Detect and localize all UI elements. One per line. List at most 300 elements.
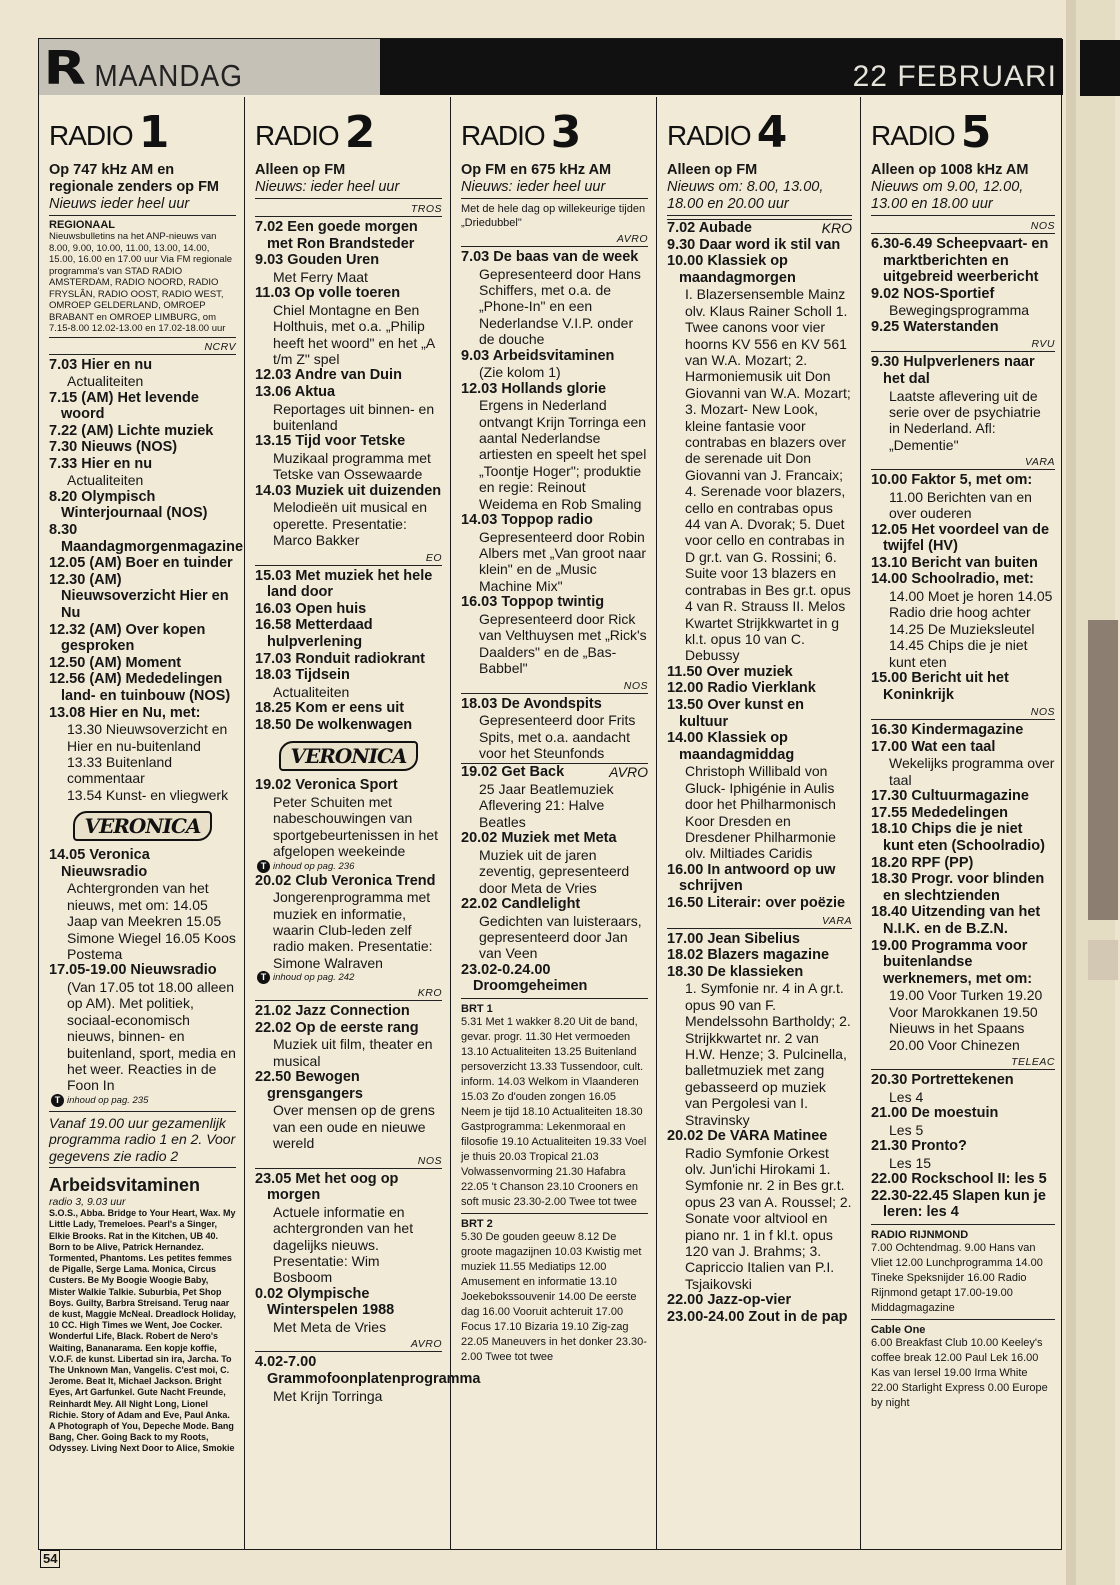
program-description: 13.54 Kunst- en vliegwerk <box>67 786 229 803</box>
program-description: I. Blazersensemble Mainz olv. Klaus Rainer Scholl 1. Twee canons voor vier hoorns KV 556 en KV 561 van W.A. Mozart; 2. Harmoniemusik uit Don Giovanni van W.A. Mozart; 3. Mozart- New Look, kleine fantasie voor contrabas en blazers over de serenade uit Don Giovanni van J. Francaix; 4. Serenade voor blazers, cello en contrabas opus 44 van A. Dvorak; 5. Duet voor cello en contrabas in D gr.t. van G. Rossini; 6. Suite voor 13 blazers en contrabas in Bes gr.t. opus 4 van R. Strauss II. Melos Kwartet Strijkkwartet in g kl.t. opus 10 van C. Debussy <box>685 286 851 664</box>
arbeidsvitaminen-subtitle: radio 3, 9.03 uur <box>49 1196 126 1209</box>
broadcaster-label: KRO <box>821 220 852 236</box>
tv-guide-page <box>38 38 1062 1550</box>
program-entry <box>871 1138 1055 1155</box>
program-title: 16.00 In antwoord op uw schrijven <box>667 861 836 895</box>
program-title: 17.00 Wat een taal <box>871 738 996 755</box>
program-entry <box>255 873 442 890</box>
program-entry <box>667 730 852 763</box>
program-title: 11.03 Op volle toeren <box>255 285 401 302</box>
program-entry <box>667 1128 852 1145</box>
edge-photo <box>1088 620 1118 920</box>
program-description: Chiel Montagne en Ben Holthuis, met o.a. „Philip heeft het woord" en het „A t/m Z" spel <box>273 301 435 367</box>
program-title: 17.03 Ronduit radiokrant <box>255 650 426 667</box>
radio-number: 2 <box>344 107 375 158</box>
program-entry <box>49 622 236 655</box>
program-title: 22.00 Jazz-op-vier <box>667 1292 792 1309</box>
program-entry <box>255 219 442 252</box>
radio-heading <box>255 107 442 158</box>
program-title: 7.03 De baas van de week <box>461 249 639 265</box>
program-title: 18.30 De klassieken <box>667 963 804 980</box>
program-title: 6.30-6.49 Scheepvaart- en marktberichten en uitgebreid weerbericht <box>871 236 1049 286</box>
program-with-broadcaster <box>667 219 852 237</box>
program-title: 12.56 (AM) Mededelingen land- en tuinbouw (NOS) <box>49 671 231 704</box>
program-entry <box>871 472 1055 489</box>
program-title: 18.25 Kom er eens uit <box>255 700 405 717</box>
program-entry <box>871 1188 1055 1221</box>
program-title: 4.02-7.00 Grammofoonplatenprogramma <box>255 1354 481 1388</box>
program-title: 23.05 Met het oog op morgen <box>255 1170 399 1204</box>
teletext-icon: T <box>257 860 270 873</box>
program-title: 8.30 Maandagmorgenmagazine <box>49 522 244 555</box>
program-entry <box>255 285 442 302</box>
radio-title: RADIO <box>871 120 955 151</box>
radio-title: RADIO <box>255 120 339 151</box>
program-entry <box>871 739 1055 756</box>
program-entry <box>49 962 236 979</box>
veronica-logo-text: VERONICA <box>73 811 213 841</box>
program-title: 21.30 Pronto? <box>871 1137 967 1154</box>
program-entry <box>255 367 442 384</box>
program-title: 18.40 Uitzending van het N.I.K. en de B.Z.N. <box>871 904 1041 937</box>
program-description: Gepresenteerd door Rick van Velthuysen met „Rick's Daalders" en de „Bas-Babbel" <box>479 610 647 677</box>
edge-bar <box>1066 0 1076 1585</box>
program-entry <box>255 1171 442 1204</box>
program-entry <box>871 722 1055 739</box>
broadcaster-label: AVRO <box>609 764 648 781</box>
program-description: (Zie kolom 1) <box>479 364 561 381</box>
radio-number: 3 <box>550 107 581 158</box>
program-description: Muziek uit de jaren zeventig, gepresenteerd door Meta de Vries <box>479 846 630 896</box>
program-description: 1. Symfonie nr. 4 in A gr.t. opus 90 van F. Mendelssohn Bartholdy; 2. Strijkkwartet nr. 2 van H.W. Henze; 3. Pulcinella, balletmuziek met zang gebasseerd op muziek van Pergolesi van I. Stravinsky <box>685 980 851 1128</box>
program-title: 18.03 De Avondspits <box>461 695 602 712</box>
radio-title: RADIO <box>49 120 133 151</box>
radio-columns <box>39 97 1063 1549</box>
program-title: 14.03 Toppop radio <box>461 512 593 529</box>
broadcaster-label: NOS <box>461 679 648 694</box>
program-entry <box>871 571 1055 588</box>
program-title: 13.10 Bericht van buiten <box>871 554 1038 571</box>
program-description: Ergens in Nederland ontvangt Krijn Torringa een aantal Nederlandse artiesten en speelt het spel „Toontje Hoger"; produktie en regie: Reinout Weidema en Rob Smaling <box>479 397 647 512</box>
program-entry <box>667 253 852 286</box>
broadcaster-label: AVRO <box>461 232 648 247</box>
program-title: 17.30 Cultuurmagazine <box>871 788 1029 805</box>
inhoud-text: inhoud op pag. 236 <box>273 860 355 872</box>
program-description: Les 4 <box>889 1088 924 1105</box>
program-title: 20.30 Portrettekenen <box>871 1071 1014 1088</box>
page-header <box>39 39 1063 95</box>
program-entry <box>871 788 1055 805</box>
program-description: Gedichten van luisteraars, gepresenteerd door Jan van Veen <box>479 912 642 962</box>
column-radio-5 <box>861 97 1063 1549</box>
page-number: 54 <box>40 1550 60 1568</box>
column-radio-4 <box>657 97 861 1549</box>
program-entry <box>871 670 1055 703</box>
program-title: 10.00 Faktor 5, met om: <box>871 472 1033 489</box>
program-entry <box>871 319 1055 336</box>
news-schedule: Nieuws: ieder heel uur <box>255 179 442 199</box>
divider <box>871 1224 1055 1225</box>
program-entry <box>461 696 648 713</box>
brt1-title: BRT 1 <box>461 1002 493 1015</box>
frequency-info: Alleen op FM <box>255 162 346 178</box>
program-title: 12.32 (AM) Over kopen gesproken <box>49 621 206 655</box>
radio-heading <box>49 107 236 158</box>
regional-title: REGIONAAL <box>49 219 115 231</box>
program-title: 15.00 Bericht uit het Koninkrijk <box>871 670 1009 703</box>
program-entry <box>461 830 648 847</box>
program-entry <box>667 237 852 254</box>
program-description: Muzikaal programma met Tetske van Ossewaarde <box>273 450 431 483</box>
divider <box>461 998 648 999</box>
broadcaster-label: RVU <box>871 337 1055 352</box>
program-entry <box>461 249 648 266</box>
program-title: 14.00 Klassiek op maandagmiddag <box>667 730 795 763</box>
program-title: 17.55 Mededelingen <box>871 804 1008 821</box>
program-description: Bewegingsprogramma <box>889 302 1030 319</box>
program-title: 17.00 Jean Sibelius <box>667 930 800 947</box>
program-entry <box>49 489 236 522</box>
arbeidsvitaminen-title: Arbeidsvitaminen <box>49 1175 201 1196</box>
program-title: 13.08 Hier en Nu, met: <box>49 704 201 721</box>
program-description: Met Meta de Vries <box>273 1319 387 1336</box>
program-entry <box>461 896 648 913</box>
veronica-logo <box>255 741 442 771</box>
program-entry <box>871 805 1055 822</box>
program-title: 12.05 Het voordeel van de twijfel (HV) <box>871 521 1050 555</box>
program-description: Les 5 <box>889 1121 924 1138</box>
program-title: 21.02 Jazz Connection <box>255 1003 410 1020</box>
program-entry <box>871 555 1055 572</box>
program-title: 13.06 Aktua <box>255 384 336 400</box>
program-title: 11.50 Over muziek <box>667 663 793 680</box>
program-entry <box>255 433 442 450</box>
rijnmond-schedule: 7.00 Ochtendmag. 9.00 Hans van Vliet 12.00 Lunchprogramma 14.00 Tineke Speksnijder 16.00 Radio Rijnmond getapt 17.00-19.00 Middagmagazine <box>871 1241 1043 1314</box>
program-title: 16.50 Literair: over poëzie <box>667 894 846 911</box>
program-title: 7.02 Aubade <box>667 220 752 236</box>
program-entry <box>49 522 244 555</box>
program-title: 19.02 Get Back <box>461 764 565 781</box>
teletext-icon: T <box>51 1094 64 1107</box>
column-radio-1 <box>39 97 245 1549</box>
program-entry <box>871 938 1055 988</box>
program-title: 22.50 Bewogen grensgangers <box>255 1069 363 1102</box>
edge-photo-caption <box>1088 940 1118 980</box>
program-entry <box>49 555 236 572</box>
program-entry <box>461 512 648 529</box>
program-entry <box>871 871 1055 904</box>
intro-text: Met de hele dag op willekeurige tijden „Driedubbel" <box>461 203 646 229</box>
news-schedule: Nieuws ieder heel uur <box>49 196 236 216</box>
program-title: 7.02 Een goede morgen met Ron Brandsteder <box>255 219 418 252</box>
program-description: (Van 17.05 tot 18.00 alleen op AM). Met politiek, sociaal-economisch nieuws, binnen- en buitenland, sport, media en het weer. Reacties in de Foon In <box>67 979 236 1094</box>
radio-heading <box>667 107 852 158</box>
program-title: 23.02-0.24.00 Droomgeheimen <box>461 961 588 995</box>
broadcaster-label: NOS <box>871 705 1055 720</box>
program-title: 13.50 Over kunst en kultuur <box>667 696 805 730</box>
broadcaster-label: VARA <box>871 455 1055 470</box>
program-title: 18.10 Chips die je niet kunt eten (Schoolradio) <box>871 821 1045 854</box>
program-title: 22.02 Candlelight <box>461 895 581 912</box>
news-schedule: Nieuws om: 8.00, 13.00, 18.00 en 20.00 uur <box>667 179 852 216</box>
program-description: Reportages uit binnen- en buitenland <box>273 400 435 433</box>
program-title: 23.00-24.00 Zout in de pap <box>667 1308 848 1325</box>
program-description: Les 15 <box>889 1154 932 1171</box>
news-schedule: Nieuws om 9.00, 12.00, 13.00 en 18.00 uur <box>871 179 1055 216</box>
program-title: 16.03 Open huis <box>255 600 367 617</box>
program-description: Gepresenteerd door Frits Spits, met o.a. aandacht voor het Steunfonds <box>479 712 636 761</box>
radio-heading <box>461 107 648 158</box>
program-entry <box>871 1171 1055 1188</box>
rijnmond-title: RADIO RIJNMOND <box>871 1228 969 1241</box>
program-entry <box>255 601 442 618</box>
radio-title: RADIO <box>461 120 545 151</box>
program-title: 9.03 Arbeidsvitaminen <box>461 347 615 364</box>
frequency-info: Alleen op FM <box>667 162 758 178</box>
section-letter: R <box>43 41 86 95</box>
program-entry <box>255 1020 442 1037</box>
program-title: 19.02 Veronica Sport <box>255 777 398 794</box>
program-description: Actuele informatie en achtergronden van het dagelijks nieuws. Presentatie: Wim Bosboom <box>273 1203 414 1286</box>
broadcaster-label: NOS <box>255 1154 442 1169</box>
program-title: 19.00 Programma voor buitenlandse werknemers, met om: <box>871 937 1033 987</box>
cable-one-title: Cable One <box>871 1323 926 1336</box>
program-entry <box>461 962 648 995</box>
frequency-info: Op 747 kHz AM en regionale zenders op FM <box>49 162 219 195</box>
program-entry <box>871 821 1055 854</box>
program-entry <box>871 1105 1055 1122</box>
program-title: 16.58 Metterdaad hulpverlening <box>255 617 373 650</box>
program-entry <box>49 847 236 880</box>
program-with-broadcaster <box>461 763 648 781</box>
broadcaster-label: NOS <box>871 219 1055 234</box>
program-entry <box>255 1069 442 1102</box>
program-entry <box>255 1354 481 1388</box>
program-title: 12.03 Andre van Duin <box>255 367 402 384</box>
brt2-schedule: 5.30 De gouden geeuw 8.12 De groote magazijnen 10.03 Kwistig met muziek 11.55 Mediatips 12.00 Amusement en informatie 13.10 Joekebokssouvenir 14.00 De eerste dag 16.00 Vooruit achteruit 17.00 Focus 17.10 Bizaria 19.10 Zig-zag 22.05 Maneuvers in het donker 23.30-2.00 Twee tot twee <box>461 1230 647 1363</box>
program-entry <box>871 855 1055 872</box>
program-title: 9.25 Waterstanden <box>871 318 999 335</box>
program-entry <box>255 717 442 734</box>
inhoud-text: inhoud op pag. 242 <box>273 972 355 984</box>
program-entry <box>871 286 1055 303</box>
broadcaster-label: KRO <box>255 986 442 1001</box>
program-entry <box>871 1072 1055 1089</box>
program-title: 20.02 Muziek met Meta <box>461 830 617 847</box>
program-title: 22.02 Op de eerste rang <box>255 1019 419 1036</box>
program-description: 13.30 Nieuwsoverzicht en Hier en nu-buitenland <box>67 721 228 754</box>
program-title: 7.03 Hier en nu <box>49 356 153 373</box>
cable-one-schedule: 6.00 Breakfast Club 10.00 Keeley's coffee break 12.00 Paul Lek 16.00 Kas van Iersel 19.00 Irma White 22.00 Starlight Express 0.00 Europe by night <box>871 1336 1048 1409</box>
program-entry <box>667 947 852 964</box>
program-entry <box>255 384 442 401</box>
program-entry <box>667 1292 852 1309</box>
program-description: Laatste aflevering uit de serie over de psychiatrie in Nederland. Afl: „Dementie" <box>889 387 1041 453</box>
frequency-info: Alleen op 1008 kHz AM <box>871 162 1029 178</box>
program-title: 13.15 Tijd voor Tetske <box>255 433 406 450</box>
program-title: 9.30 Daar word ik stil van <box>667 236 841 253</box>
program-description: Gepresenteerd door Hans Schiffers, met o.a. de „Phone-In" en een Nederlandse V.I.P. onder de douche <box>479 265 641 348</box>
program-entry <box>255 252 442 269</box>
program-entry <box>255 777 442 794</box>
program-entry <box>667 931 852 948</box>
program-title: 12.03 Hollands glorie <box>461 380 607 397</box>
column-radio-3 <box>451 97 657 1549</box>
program-description: Met Ferry Maat <box>273 268 368 285</box>
program-description: Peter Schuiten met nabeschouwingen van sportgebeurtenissen in het afgelopen weekeinde <box>273 793 438 860</box>
program-entry <box>871 236 1055 286</box>
program-description: Met Krijn Torringa <box>273 1387 383 1404</box>
program-entry <box>255 651 442 668</box>
program-title: 22.30-22.45 Slapen kun je leren: les 4 <box>871 1187 1046 1221</box>
program-title: 12.00 Radio Vierklank <box>667 680 816 697</box>
program-title: 20.02 Club Veronica Trend <box>255 872 436 889</box>
inhoud-text: inhoud op pag. 235 <box>67 1094 149 1106</box>
program-description: Radio Symfonie Orkest olv. Jun'ichi Hirokami 1. Symfonie nr. 2 in Bes gr.t. opus 23 van A. Roussel; 2. Sonate voor altviool en piano nr. 1 in f kl.t. opus 120 van J. Brahms; 3. Capriccio Italien van P.I. Tsjaikovski <box>685 1144 852 1292</box>
program-description: 19.00 Voor Turken 19.20 Voor Marokkanen 19.50 Nieuws in het Spaans 20.00 Voor Chinezen <box>889 987 1043 1053</box>
program-description: Actualiteiten <box>67 373 144 390</box>
next-page-edge <box>1066 0 1115 1585</box>
program-title: 7.33 Hier en nu <box>49 455 153 472</box>
broadcaster-label: EO <box>255 551 442 566</box>
program-description: Christoph Willibald von Gluck- Iphigénie in Aulis door het Philharmonisch Koor Dresden en Dresdener Philharmonie olv. Miltiades Caridis <box>685 763 836 862</box>
program-title: 21.00 De moestuin <box>871 1104 999 1121</box>
program-entry <box>255 1286 442 1319</box>
program-entry <box>255 1003 442 1020</box>
frequency-info: Op FM en 675 kHz AM <box>461 162 612 178</box>
radio-title: RADIO <box>667 120 751 151</box>
program-entry <box>461 381 648 398</box>
program-title: 22.00 Rockschool II: les 5 <box>871 1170 1047 1187</box>
program-entry <box>49 705 236 722</box>
broadcaster-label: VARA <box>667 914 852 929</box>
brt1-schedule: 5.31 Met 1 wakker 8.20 Uit de band, gevar. progr. 11.30 Het vermoeden 13.10 Actualiteiten 13.25 Buitenland persoverzicht 13.33 Tussendoor, cult. inform. 14.03 Welkom in Vlaanderen 15.03 Zo d'ouden zongen 16.05 Neem je tijd 18.10 Actualiteiten 18.30 Gastprogramma: Lekenmoraal en filosofie 19.10 Actualiteiten 19.33 Voel je thuis 20.03 Tropical 21.03 Volwassenvorming 21.30 Hafabra 22.05 't Chanson 23.10 Crooners en soft music 23.30-2.00 Twee tot twee <box>461 1015 647 1208</box>
edge-header-strip <box>1080 40 1120 96</box>
program-entry <box>667 895 852 912</box>
regional-text: Nieuwsbulletins na het ANP-nieuws van 8.00, 9.00, 10.00, 11.00, 13.00, 14.00, 15.00, 16.00 en 17.00 uur Via FM regionale programma's van STAD RADIO AMSTERDAM, RADIO NOORD, RADIO FRYSLÂN, RADIO OOST, RADIO WEST, OMROEP GELDERLAND, OMROEP BRABANT en OMROEP LIMBURG, om 7.15-8.00 12.02-13.00 en 17.02-18.00 uur <box>49 231 236 338</box>
teletext-icon: T <box>257 971 270 984</box>
program-title: 7.22 (AM) Lichte muziek <box>49 422 214 439</box>
program-entry <box>49 456 236 473</box>
program-title: 14.00 Schoolradio, met: <box>871 571 1034 588</box>
program-description: Jongerenprogramma met muziek en informatie, waarin Club-leden zelf radio maken. Presentatie: Simone Walraven <box>273 889 433 971</box>
veronica-logo <box>49 811 236 841</box>
program-entry <box>255 667 442 684</box>
program-title: 9.02 NOS-Sportief <box>871 285 995 302</box>
program-description: Actualiteiten <box>273 683 350 700</box>
radio-number: 4 <box>756 107 787 158</box>
date-label: 22 FEBRUARI <box>852 60 1057 93</box>
program-entry <box>49 423 236 440</box>
brt2-title: BRT 2 <box>461 1217 493 1230</box>
day-label: MAANDAG <box>94 58 243 93</box>
program-entry <box>871 354 1055 387</box>
program-entry <box>49 671 236 704</box>
program-description: 13.33 Buitenland commentaar <box>67 754 173 787</box>
inhoud-reference <box>49 1094 236 1107</box>
program-title: 12.50 (AM) Moment <box>49 654 182 671</box>
program-description: Wekelijks programma over taal <box>889 755 1055 788</box>
broadcaster-label: TELEAC <box>871 1055 1055 1070</box>
divider <box>461 1213 648 1214</box>
program-title: 18.20 RPF (PP) <box>871 854 974 871</box>
program-title: 12.05 (AM) Boer en tuinder <box>49 555 233 572</box>
arbeidsvitaminen-playlist: S.O.S., Abba. Bridge to Your Heart, Wax. My Little Lady, Tremeloes. Pearl's a Singer, Elkie Brooks. Rat in the Kitchen, UB 40. Born to be Alive, Patrick Hernandez. Tormented, Phantoms. Les petites femmes de Pigalle, Serge Lama. Monica, Circus Custers. Be My Boogie Woogie Baby, Mister Walkie Talkie. Suburbia, Pet Shop Boys. Guilty, Barbra Streisand. Terug naar de kust, Maggie McNeal. Dreadlock Holiday, 10 CC. High Times we Went, Joe Cocker. Wonderful Life, Black. Robert de Nero's Waiting, Bananarama. Een kopje koffie, V.O.F. de kunst. Libertad sin ira, Jarcha. To The Unknown Man, Vangelis. C'est moi, C. Jerome. Beat It, Michael Jackson. Bright Eyes, Art Garfunkel. Gute Nacht Freunde, Reinhardt Mey. All Night Long, Lionel Richie. Story of Adam and Eve, Paul Anka. A Photograph of You, Depeche Mode. Bang Bang, Cher. Going Back to my Roots, Odyssey. Living Next Door to Alice, Smokie <box>49 1208 236 1454</box>
program-entry <box>49 655 236 672</box>
program-title: 16.03 Toppop twintig <box>461 594 605 611</box>
program-entry <box>871 904 1055 937</box>
program-entry <box>667 697 852 730</box>
radio-number: 5 <box>960 107 991 158</box>
program-entry <box>871 522 1055 555</box>
program-description: Achtergronden van het nieuws, met om: 14.05 Jaap van Meekren 15.05 Simone Wiegel 16.05 Koos Postema <box>67 880 236 963</box>
program-entry <box>49 572 236 622</box>
program-title: 16.30 Kindermagazine <box>871 722 1024 739</box>
program-description: Melodieën uit musical en operette. Presentatie: Marco Bakker <box>273 499 428 549</box>
program-title: 9.03 Gouden Uren <box>255 252 380 269</box>
program-description: Gepresenteerd door Robin Albers met „Van groot naar klein" en de „Music Machine Mix" <box>479 528 647 594</box>
program-entry <box>667 680 852 697</box>
program-description: 25 Jaar Beatlemuziek Aflevering 21: Halve Beatles <box>479 780 614 830</box>
program-title: 18.02 Blazers magazine <box>667 947 830 964</box>
program-description: 11.00 Berichten van en over ouderen <box>889 488 1032 522</box>
program-title: 9.30 Hulpverleners naar het dal <box>871 354 1035 387</box>
program-entry <box>461 594 648 611</box>
program-entry <box>255 700 442 717</box>
program-title: 18.03 Tijdsein <box>255 667 350 684</box>
program-title: 7.15 (AM) Het levende woord <box>49 389 199 423</box>
program-title: 14.03 Muziek uit duizenden <box>255 482 442 499</box>
program-title: 20.02 De VARA Matinee <box>667 1127 828 1144</box>
program-entry <box>667 862 852 895</box>
radio-heading <box>871 107 1055 158</box>
program-title: 0.02 Olympische Winterspelen 1988 <box>255 1285 395 1319</box>
program-description: Over mensen op de grens van een oude en nieuwe wereld <box>273 1102 435 1152</box>
program-title: 14.05 Veronica Nieuwsradio <box>49 847 150 880</box>
program-title: 7.30 Nieuws (NOS) <box>49 439 178 456</box>
program-entry <box>667 964 852 981</box>
program-entry <box>667 1309 852 1326</box>
inhoud-reference <box>255 971 442 984</box>
program-title: 18.50 De wolkenwagen <box>255 716 413 733</box>
radio-number: 1 <box>138 107 169 158</box>
program-title: 8.20 Olympisch Winterjournaal (NOS) <box>49 488 208 522</box>
program-description: 14.00 Moet je horen 14.05 Radio drie hoog achter 14.25 De Muzieksleutel 14.45 Chips die je niet kunt eten <box>889 587 1053 670</box>
program-title: 15.03 Met muziek het hele land door <box>255 567 433 601</box>
program-title: 12.30 (AM) Nieuwsoverzicht Hier en Nu <box>49 571 229 622</box>
broadcaster-label: AVRO <box>255 1337 442 1352</box>
program-title: 18.30 Progr. voor blinden en slechtzienden <box>871 871 1045 904</box>
program-entry <box>255 483 442 500</box>
program-entry <box>667 664 852 681</box>
joint-program-note: Vanaf 19.00 uur gezamenlijk programma radio 1 en 2. Voor gegevens zie radio 2 <box>49 1111 236 1168</box>
program-entry <box>49 357 236 374</box>
program-entry <box>49 390 236 423</box>
program-title: 10.00 Klassiek op maandagmorgen <box>667 253 796 286</box>
broadcaster-label: TROS <box>255 202 442 217</box>
program-description: Muziek uit film, theater en musical <box>273 1036 433 1069</box>
divider <box>871 1319 1055 1320</box>
program-entry <box>255 617 442 650</box>
program-entry <box>49 439 236 456</box>
program-entry <box>461 348 648 365</box>
veronica-logo-text: VERONICA <box>279 741 419 771</box>
header-right <box>380 39 1063 95</box>
news-schedule: Nieuws: ieder heel uur <box>461 179 648 199</box>
program-description: Actualiteiten <box>67 472 144 489</box>
program-entry <box>255 568 442 601</box>
broadcaster-label: NCRV <box>49 340 236 355</box>
